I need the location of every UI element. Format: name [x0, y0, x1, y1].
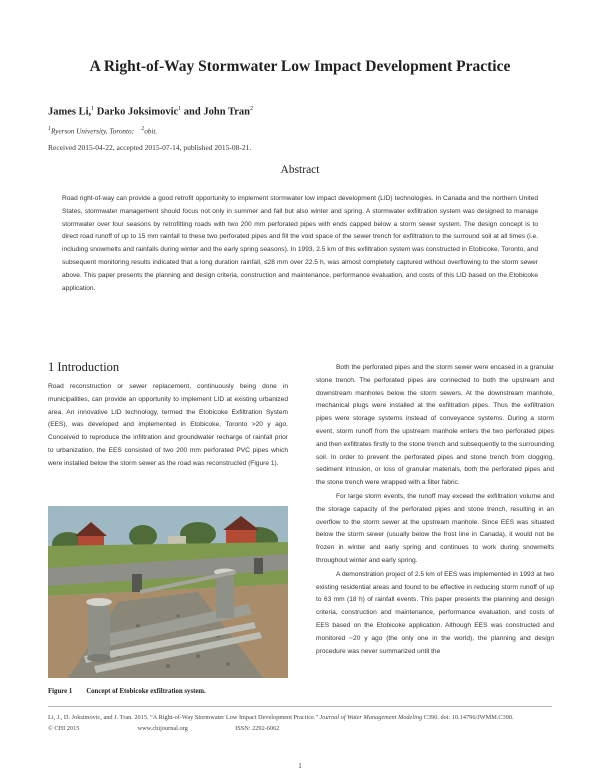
manhole [86, 598, 112, 662]
author-affil-mark: 1 [91, 106, 95, 112]
copyright: © CHI 2015 [48, 725, 80, 732]
abstract-text: Road right-of-way can provide a good retrofit opportunity to implement stormwater low impact development (LID) technologies. In Canada and the northern United States, stormwater management should focus not only in summer and fall but also winter and spring. A stormwater exfiltration system was designed to manage stormwater over four seasons by retrofitting roads with two 200 mm perforated pipes with ends capped below a storm sewer system. The design concept is to direct road runoff of up to 15 mm rainfall to these two perforated pipes and fill the void space of the sewer trench for exfiltration to the surround soil at all times (i.e. including snowmelts and rainfalls during winter and the early spring seasons). In 1993, 2.5 km of this exfiltration system was constructed in Etobicoke, Toronto, and subsequent monitoring results indicated that a long duration rainfall, ≤28 mm over 22.5 h, was almost completely captured without overflowing to the storm sewer above. This paper presents the planning and design criteria, construction and maintenance, performance evaluation, and costs of this LID based on the Etobicoke application. [62, 195, 538, 292]
figure-caption-text: Concept of Etobicoke exfiltration system. [86, 688, 206, 695]
paragraph: Road reconstruction or sewer replacement, continuously being done in municipalities, can provide an opportunity to implement LID at existing urbanized area. An innovative LID technology, termed the Etobicoke Exfiltration System (EES), was developed and implemented in Etobicoke, Toronto >20 y ago. Conceived to reproduce the infiltration and groundwater recharge of rainfall prior to urbanization, the EES consisted of two 200 mm perforated PVC pipes which were installed below the storm sewer as the road was reconstructed (Figure 1). [48, 383, 288, 467]
footer-divider [48, 706, 552, 707]
column-right [316, 362, 554, 658]
figure-illustration [48, 506, 288, 678]
author-name: James Li, [48, 106, 92, 118]
citation [48, 712, 558, 723]
affil-text: Ryerson University, Toronto; [51, 127, 134, 136]
section-heading: 1 Introduction [48, 360, 120, 374]
author-name: Darko Joksimovic [94, 106, 179, 118]
page-number: 1 [298, 762, 302, 770]
author-affil-mark: 2 [249, 106, 253, 112]
author-name: and John Tran [181, 106, 250, 118]
author-affil-mark: 1 [178, 106, 182, 112]
citation-doi: C390. doi: 10.14796/JWMM.C390. [423, 714, 514, 721]
figure-label: Figure 1 [48, 688, 73, 695]
paper-title: A Right-of-Way Stormwater Low Impact Development Practice [89, 58, 511, 75]
abstract-body [62, 193, 538, 295]
issn: ISSN: 2292-6062 [235, 725, 280, 732]
column-left [48, 381, 288, 471]
author-line [48, 106, 253, 118]
footer [48, 712, 558, 734]
catch-basin [132, 574, 142, 592]
paragraph: For large storm events, the runoff may exceed the exfiltration volume and the storage capacity of the perforated pipes and stone trench, resulting in an overflow to the storm sewer at the upstream manhole. Since EES was situated below the storm sewer (usually below the frost line in Canada), it would not be frozen in winter and early spring and continues to work during snowmelts throughout winter and early spring. [316, 492, 554, 564]
catch-basin [254, 558, 263, 574]
abstract-heading: Abstract [280, 164, 320, 176]
affil-mark: 2 [141, 126, 145, 132]
publication-dates: Received 2015-04-22, accepted 2015-07-14, published 2015-08-21. [48, 143, 252, 152]
affiliations [48, 126, 157, 135]
paragraph: A demonstration project of 2.5 km of EES was implemented in 1993 at two existing residential areas and found to be effective in reducing storm runoff of up to 63 mm (18 h) of rainfall events. This paper presents the planning and design criteria, construction and maintenance, performance evaluation, and costs of EES based on the Etobicoke application. Although EES was constructed and monitored ~20 y ago (the only one in the world), the planning and design procedure was never summarized until the [316, 570, 554, 655]
footer-meta [48, 723, 558, 734]
affil-text: obit. [144, 127, 158, 136]
journal-name: Journal of Water Management Modeling [319, 714, 423, 721]
figure-caption [48, 688, 206, 695]
affil-mark: 1 [48, 126, 51, 132]
citation-text: Li, J., D. Joksimovic, and J. Tran. 2015. "A Right-of-Way Stormwater Low Impact Development Practice." [48, 714, 318, 721]
journal-website[interactable]: www.chijournal.org [137, 725, 188, 732]
paragraph: Both the perforated pipes and the storm sewer were encased in a granular stone trench. The perforated pipes are connected to both the upstream and downstream manholes below the storm sewers. At the downstream manhole, mechanical plugs were installed at the exfiltration pipes. Thus the exfiltration pipes were storage systems instead of conveyance systems. During a storm event, storm runoff from the upstream manhole enters the two perforated pipes and then exfiltrates firstly to the stone trench and subsequently to the surrounding soil. In order to prevent the perforated pipes and stone trench from clogging, sediment intrusion, or loss of granular materials, both the perforated pipes and the stone trench were wrapped with a filter fabric. [316, 364, 554, 487]
exfiltration-system-illustration [48, 506, 288, 678]
